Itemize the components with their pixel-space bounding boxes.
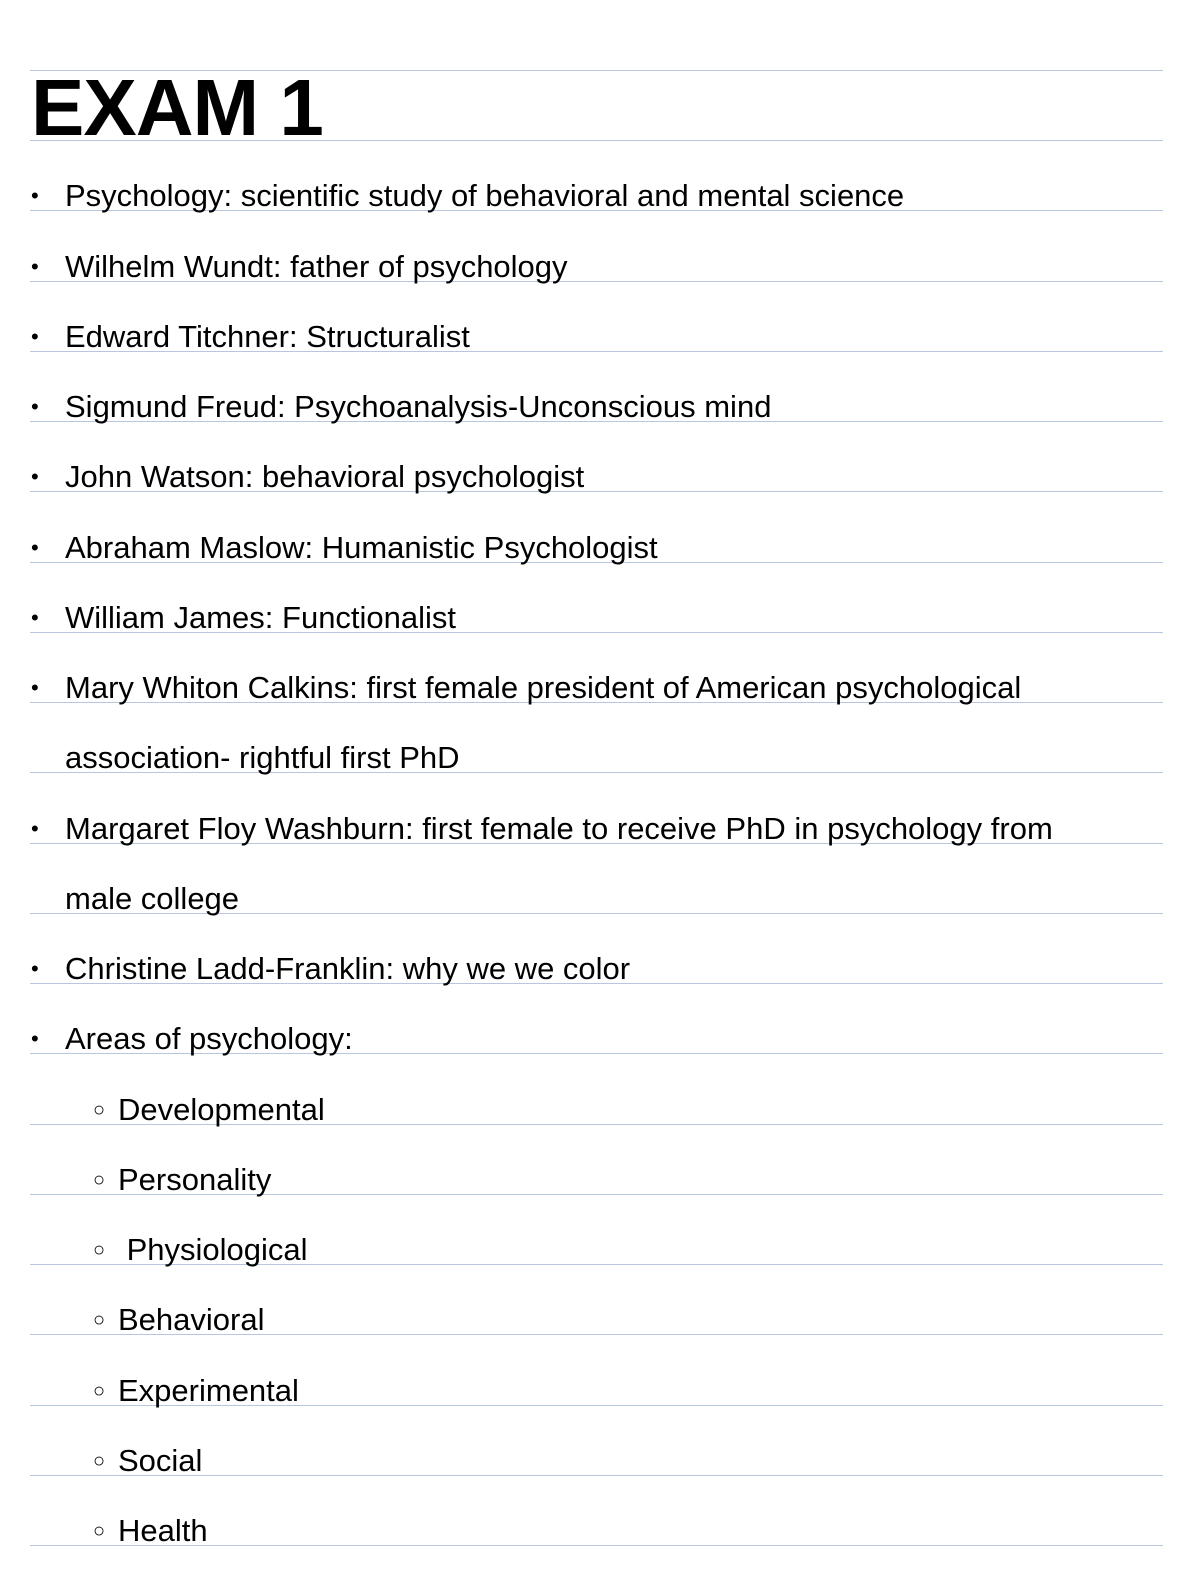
sub-list-item — [0, 1232, 1200, 1302]
list-item-text: William James: Functionalist — [65, 600, 457, 635]
list-item-text: Christine Ladd-Franklin: why we we color — [65, 951, 631, 986]
list-item-text: Abraham Maslow: Humanistic Psychologist — [65, 530, 658, 565]
hollow-bullet-icon: ○ — [93, 1099, 106, 1121]
list-item — [0, 670, 1200, 740]
bullet-icon: • — [31, 183, 39, 208]
sub-list-item — [0, 1513, 1200, 1583]
bullet-icon: • — [31, 816, 39, 841]
hollow-bullet-icon: ○ — [93, 1520, 106, 1542]
list-item — [0, 530, 1200, 600]
bullet-icon: • — [31, 535, 39, 560]
sub-list-item — [0, 1162, 1200, 1232]
hollow-bullet-icon: ○ — [93, 1239, 106, 1261]
list-item-continuation — [0, 881, 1200, 951]
list-item — [0, 389, 1200, 459]
bullet-icon: • — [31, 675, 39, 700]
sub-list-item-text: Behavioral — [118, 1302, 265, 1337]
list-item — [0, 600, 1200, 670]
list-item-text: Margaret Floy Washburn: first female to receive PhD in psychology from — [65, 811, 1053, 846]
bullet-icon: • — [31, 605, 39, 630]
list-item-continuation — [0, 740, 1200, 810]
sub-list-item — [0, 1443, 1200, 1513]
bullet-icon: • — [31, 324, 39, 349]
sub-list-item — [0, 1373, 1200, 1443]
list-item-text: John Watson: behavioral psychologist — [65, 459, 585, 494]
sub-list-item-text: Social — [118, 1443, 203, 1478]
list-item-text: male college — [65, 881, 240, 916]
hollow-bullet-icon: ○ — [93, 1169, 106, 1191]
list-item — [0, 178, 1200, 248]
list-item — [0, 459, 1200, 529]
list-item-text: Areas of psychology: — [65, 1021, 353, 1056]
list-item-text: Sigmund Freud: Psychoanalysis-Unconscious mind — [65, 389, 772, 424]
bullet-icon: • — [31, 254, 39, 279]
list-item-text: Wilhelm Wundt: father of psychology — [65, 249, 568, 284]
bullet-icon: • — [31, 956, 39, 981]
bullet-icon: • — [31, 394, 39, 419]
list-item — [0, 249, 1200, 319]
sub-list-item — [0, 1092, 1200, 1162]
sub-list-item-text: Physiological — [118, 1232, 308, 1267]
list-item-text: Psychology: scientific study of behavioral and mental science — [65, 178, 905, 213]
hollow-bullet-icon: ○ — [93, 1380, 106, 1402]
hollow-bullet-icon: ○ — [93, 1450, 106, 1472]
sub-list-item-text: Health — [118, 1513, 208, 1548]
page-title: EXAM 1 — [31, 63, 323, 152]
list-item — [0, 319, 1200, 389]
list-item — [0, 1021, 1200, 1091]
list-item-text: Mary Whiton Calkins: first female president of American psychological — [65, 670, 1022, 705]
list-item-text: association- rightful first PhD — [65, 740, 460, 775]
sub-list-item-text: Experimental — [118, 1373, 299, 1408]
list-item — [0, 811, 1200, 881]
bullet-icon: • — [31, 1026, 39, 1051]
hollow-bullet-icon: ○ — [93, 1309, 106, 1331]
sub-list-item-text: Personality — [118, 1162, 272, 1197]
list-item-text: Edward Titchner: Structuralist — [65, 319, 470, 354]
sub-list-item-text: Developmental — [118, 1092, 325, 1127]
bullet-icon: • — [31, 464, 39, 489]
sub-list-item — [0, 1302, 1200, 1372]
list-item — [0, 951, 1200, 1021]
